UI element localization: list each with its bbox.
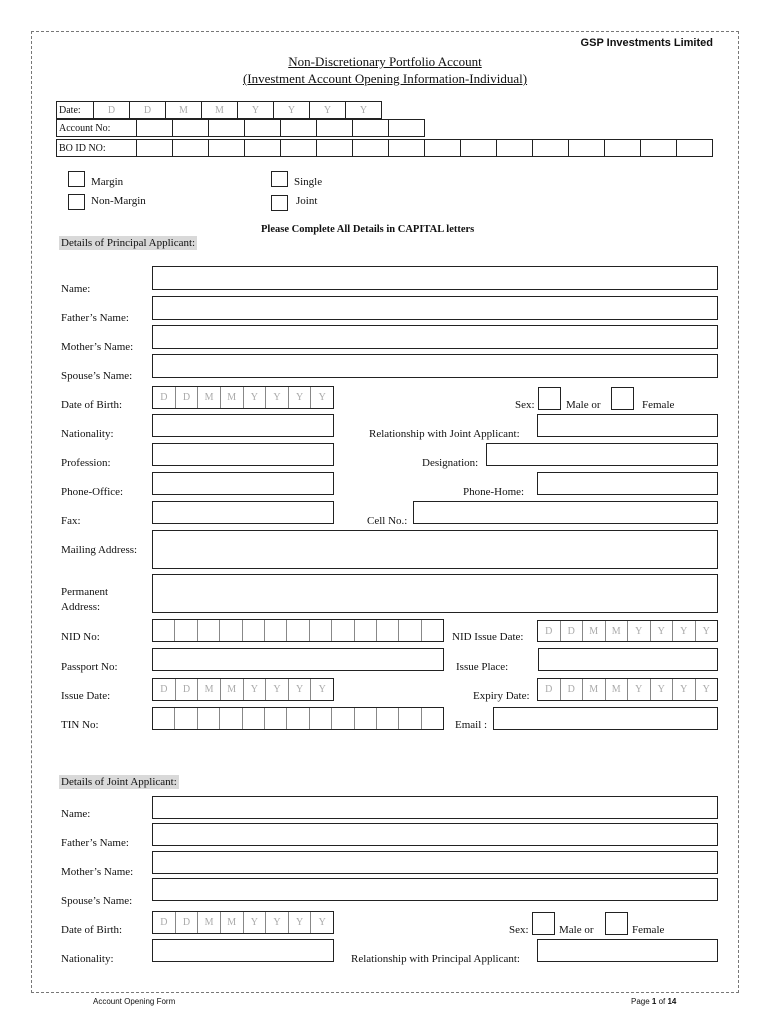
mother-label: Mother’s Name: bbox=[61, 341, 134, 353]
entry-cell[interactable]: M bbox=[221, 912, 244, 933]
entry-cell[interactable] bbox=[287, 708, 309, 729]
entry-cell[interactable]: M bbox=[221, 679, 244, 700]
entry-cell[interactable]: D bbox=[176, 387, 199, 408]
entry-cell[interactable] bbox=[153, 708, 175, 729]
entry-cell[interactable]: Y bbox=[628, 679, 651, 700]
female-checkbox[interactable] bbox=[611, 387, 634, 410]
entry-cell[interactable] bbox=[332, 708, 354, 729]
date-cell[interactable]: D bbox=[94, 102, 130, 119]
joint-mother-label: Mother’s Name: bbox=[61, 866, 134, 878]
joint-male-checkbox[interactable] bbox=[532, 912, 555, 935]
entry-cell[interactable]: Y bbox=[244, 679, 267, 700]
joint-section-title: Details of Joint Applicant: bbox=[61, 776, 177, 788]
nid-issue-date-cells[interactable] bbox=[537, 620, 718, 642]
phone-home-label: Phone-Home: bbox=[463, 486, 525, 498]
account-cell[interactable] bbox=[281, 120, 317, 137]
principal-section-title: Details of Principal Applicant: bbox=[61, 237, 196, 249]
single-label: Single bbox=[294, 176, 323, 188]
entry-cell[interactable] bbox=[265, 620, 287, 641]
profession-input[interactable] bbox=[152, 443, 334, 466]
entry-cell[interactable] bbox=[422, 620, 443, 641]
entry-cell[interactable]: Y bbox=[318, 684, 326, 695]
entry-cell[interactable] bbox=[175, 620, 197, 641]
joint-nationality-label: Nationality: bbox=[61, 953, 114, 965]
permanent-label-2: Address: bbox=[61, 601, 101, 613]
issue-place-input[interactable] bbox=[538, 648, 718, 671]
entry-cell[interactable] bbox=[243, 620, 265, 641]
joint-name-label: Name: bbox=[61, 808, 91, 820]
passport-label: Passport No: bbox=[61, 661, 118, 673]
entry-cell[interactable]: Y bbox=[673, 679, 696, 700]
entry-cell[interactable] bbox=[377, 620, 399, 641]
joint-sex-label: Sex: bbox=[509, 924, 529, 936]
entry-cell[interactable] bbox=[243, 708, 265, 729]
margin-label: Margin bbox=[91, 176, 124, 188]
date-cell[interactable]: D bbox=[130, 102, 166, 119]
mailing-label: Mailing Address: bbox=[61, 544, 138, 556]
name-label: Name: bbox=[61, 283, 91, 295]
entry-cell[interactable] bbox=[220, 620, 242, 641]
entry-cell[interactable]: M bbox=[198, 679, 221, 700]
entry-cell[interactable] bbox=[175, 708, 197, 729]
entry-cell[interactable]: D bbox=[561, 679, 584, 700]
designation-label: Designation: bbox=[422, 457, 479, 469]
nationality-label: Nationality: bbox=[61, 428, 114, 440]
father-name-input[interactable] bbox=[152, 296, 718, 320]
passport-input[interactable] bbox=[152, 648, 444, 671]
entry-cell[interactable] bbox=[355, 708, 377, 729]
fax-label: Fax: bbox=[61, 515, 81, 527]
instruction-text: Please Complete All Details in CAPITAL letters bbox=[261, 224, 475, 235]
joint-male-or-label: Male or bbox=[559, 924, 594, 936]
date-cell[interactable]: Y bbox=[346, 102, 382, 119]
entry-cell[interactable]: Y bbox=[289, 387, 312, 408]
date-row bbox=[57, 102, 382, 119]
email-input[interactable] bbox=[493, 707, 718, 730]
email-label: Email : bbox=[455, 719, 488, 731]
company-name: GSP Investments Limited bbox=[580, 37, 713, 49]
female-label: Female bbox=[642, 399, 675, 411]
entry-cell[interactable]: Y bbox=[651, 679, 674, 700]
entry-cell[interactable]: D bbox=[153, 387, 176, 408]
entry-cell[interactable] bbox=[153, 620, 175, 641]
mother-name-input[interactable] bbox=[152, 325, 718, 349]
bo-cell[interactable] bbox=[461, 140, 497, 157]
entry-cell[interactable] bbox=[422, 708, 443, 729]
joint-spouse-label: Spouse’s Name: bbox=[61, 895, 133, 907]
account-cell[interactable] bbox=[245, 120, 281, 137]
account-cell[interactable] bbox=[389, 120, 425, 137]
entry-cell[interactable]: D bbox=[153, 912, 176, 933]
entry-cell[interactable]: M bbox=[221, 387, 244, 408]
entry-cell[interactable]: Y bbox=[244, 912, 267, 933]
entry-cell[interactable] bbox=[265, 708, 287, 729]
entry-cell[interactable] bbox=[220, 708, 242, 729]
entry-cell[interactable] bbox=[377, 708, 399, 729]
joint-female-checkbox[interactable] bbox=[605, 912, 628, 935]
dob-date-cells[interactable] bbox=[152, 386, 334, 409]
relationship-label: Relationship with Joint Applicant: bbox=[369, 428, 520, 440]
relationship-input[interactable] bbox=[537, 414, 718, 437]
spouse-name-input[interactable] bbox=[152, 354, 718, 378]
male-or-label: Male or bbox=[566, 399, 601, 411]
account-label: Account No: bbox=[57, 120, 137, 137]
phone-office-input[interactable] bbox=[152, 472, 334, 495]
margin-checkbox[interactable] bbox=[68, 171, 85, 187]
joint-label: Joint bbox=[296, 195, 318, 207]
cell-label: Cell No.: bbox=[367, 515, 408, 527]
fax-input[interactable] bbox=[152, 501, 334, 524]
bo-cell[interactable] bbox=[641, 140, 677, 157]
entry-cell[interactable]: Y bbox=[318, 392, 326, 403]
sex-label: Sex: bbox=[515, 399, 535, 411]
entry-cell[interactable]: Y bbox=[266, 679, 289, 700]
non-margin-checkbox[interactable] bbox=[68, 194, 85, 210]
entry-cell[interactable]: Y bbox=[702, 684, 710, 695]
bo-cell[interactable] bbox=[209, 140, 245, 157]
entry-cell[interactable]: D bbox=[176, 912, 199, 933]
issue-date-label: Issue Date: bbox=[61, 690, 111, 702]
nationality-input[interactable] bbox=[152, 414, 334, 437]
issue-place-label: Issue Place: bbox=[456, 661, 509, 673]
nid-label: NID No: bbox=[61, 631, 100, 643]
date-cell[interactable]: Y bbox=[238, 102, 274, 119]
bo-cell[interactable] bbox=[353, 140, 389, 157]
bo-cell[interactable] bbox=[497, 140, 533, 157]
bo-cell[interactable] bbox=[137, 140, 173, 157]
entry-cell[interactable]: Y bbox=[244, 387, 267, 408]
father-label: Father’s Name: bbox=[61, 312, 129, 324]
date-cell[interactable]: M bbox=[166, 102, 202, 119]
entry-cell[interactable]: Y bbox=[289, 679, 312, 700]
bo-cell[interactable] bbox=[605, 140, 641, 157]
account-cell[interactable] bbox=[137, 120, 173, 137]
entry-cell[interactable]: D bbox=[176, 679, 199, 700]
account-cell[interactable] bbox=[317, 120, 353, 137]
entry-cell[interactable]: Y bbox=[651, 621, 674, 641]
account-cell[interactable] bbox=[353, 120, 389, 137]
designation-input[interactable] bbox=[486, 443, 718, 466]
non-margin-label: Non-Margin bbox=[91, 195, 146, 207]
form-subtitle: (Investment Account Opening Information-Individual) bbox=[242, 71, 528, 86]
male-checkbox[interactable] bbox=[538, 387, 561, 410]
joint-mother-input[interactable] bbox=[152, 851, 718, 874]
entry-cell[interactable]: Y bbox=[628, 621, 651, 641]
single-checkbox[interactable] bbox=[271, 171, 288, 187]
account-cell[interactable] bbox=[209, 120, 245, 137]
joint-relationship-label: Relationship with Principal Applicant: bbox=[351, 953, 520, 965]
account-cell[interactable] bbox=[173, 120, 209, 137]
entry-cell[interactable]: Y bbox=[266, 387, 289, 408]
bo-cell[interactable] bbox=[677, 140, 713, 157]
joint-nationality-input[interactable] bbox=[152, 939, 334, 962]
entry-cell[interactable] bbox=[310, 708, 332, 729]
entry-cell[interactable] bbox=[310, 620, 332, 641]
entry-cell[interactable]: D bbox=[153, 679, 176, 700]
entry-cell[interactable]: D bbox=[538, 621, 561, 641]
profession-label: Profession: bbox=[61, 457, 111, 469]
entry-cell[interactable] bbox=[198, 620, 220, 641]
mailing-address-input[interactable] bbox=[152, 530, 718, 569]
phone-office-label: Phone-Office: bbox=[61, 486, 124, 498]
entry-cell[interactable]: Y bbox=[673, 621, 696, 641]
entry-cell[interactable]: D bbox=[538, 679, 561, 700]
entry-cell[interactable] bbox=[287, 620, 309, 641]
bo-cell[interactable] bbox=[173, 140, 209, 157]
tin-label: TIN No: bbox=[61, 719, 99, 731]
nid-cells[interactable] bbox=[152, 619, 444, 642]
entry-cell[interactable] bbox=[355, 620, 377, 641]
entry-cell[interactable]: M bbox=[606, 679, 629, 700]
date-cell[interactable]: M bbox=[202, 102, 238, 119]
entry-cell[interactable]: Y bbox=[289, 912, 312, 933]
joint-father-label: Father’s Name: bbox=[61, 837, 129, 849]
date-cell[interactable]: Y bbox=[310, 102, 346, 119]
entry-cell[interactable] bbox=[399, 708, 421, 729]
entry-cell[interactable] bbox=[198, 708, 220, 729]
permanent-address-input[interactable] bbox=[152, 574, 718, 613]
bo-cell[interactable] bbox=[569, 140, 605, 157]
nid-issue-label: NID Issue Date: bbox=[452, 631, 524, 643]
joint-dob-label: Date of Birth: bbox=[61, 924, 123, 936]
date-label: Date: bbox=[57, 102, 94, 119]
phone-home-input[interactable] bbox=[537, 472, 718, 495]
joint-spouse-input[interactable] bbox=[152, 878, 718, 901]
footer-page-number: Page 1 of 14 bbox=[631, 997, 677, 1006]
entry-cell[interactable] bbox=[399, 620, 421, 641]
joint-dob-cells[interactable] bbox=[152, 911, 334, 934]
entry-cell[interactable]: M bbox=[583, 679, 606, 700]
bo-cell[interactable] bbox=[281, 140, 317, 157]
joint-relationship-input[interactable] bbox=[537, 939, 718, 962]
entry-cell[interactable]: M bbox=[583, 621, 606, 641]
entry-cell[interactable]: D bbox=[561, 621, 584, 641]
entry-cell[interactable]: M bbox=[606, 621, 629, 641]
entry-cell[interactable] bbox=[332, 620, 354, 641]
dob-label: Date of Birth: bbox=[61, 399, 123, 411]
footer-form-name: Account Opening Form bbox=[93, 997, 176, 1006]
joint-father-input[interactable] bbox=[152, 823, 718, 846]
spouse-label: Spouse’s Name: bbox=[61, 370, 133, 382]
expiry-date-label: Expiry Date: bbox=[473, 690, 530, 702]
entry-cell[interactable]: Y bbox=[318, 917, 326, 928]
bo-cell[interactable] bbox=[317, 140, 353, 157]
account-row bbox=[56, 119, 425, 137]
bo-id-label: BO ID NO: bbox=[57, 140, 137, 157]
entry-cell[interactable]: M bbox=[198, 912, 221, 933]
bo-cell[interactable] bbox=[425, 140, 461, 157]
entry-cell[interactable]: Y bbox=[702, 625, 710, 637]
bo-cell[interactable] bbox=[245, 140, 281, 157]
date-cell[interactable]: Y bbox=[274, 102, 310, 119]
entry-cell[interactable]: M bbox=[198, 387, 221, 408]
joint-name-input[interactable] bbox=[152, 796, 718, 819]
header-table bbox=[56, 101, 382, 119]
bo-id-row bbox=[56, 139, 713, 157]
permanent-label-1: Permanent bbox=[61, 586, 109, 598]
bo-cell[interactable] bbox=[533, 140, 569, 157]
joint-checkbox[interactable] bbox=[271, 195, 288, 211]
issue-date-cells[interactable] bbox=[152, 678, 334, 701]
form-title: Non-Discretionary Portfolio Account bbox=[288, 54, 482, 69]
tin-cells[interactable] bbox=[152, 707, 444, 730]
cell-input[interactable] bbox=[413, 501, 718, 524]
entry-cell[interactable]: Y bbox=[266, 912, 289, 933]
bo-cell[interactable] bbox=[389, 140, 425, 157]
expiry-date-cells[interactable] bbox=[537, 678, 718, 701]
name-input[interactable] bbox=[152, 266, 718, 290]
joint-female-label: Female bbox=[632, 924, 665, 936]
